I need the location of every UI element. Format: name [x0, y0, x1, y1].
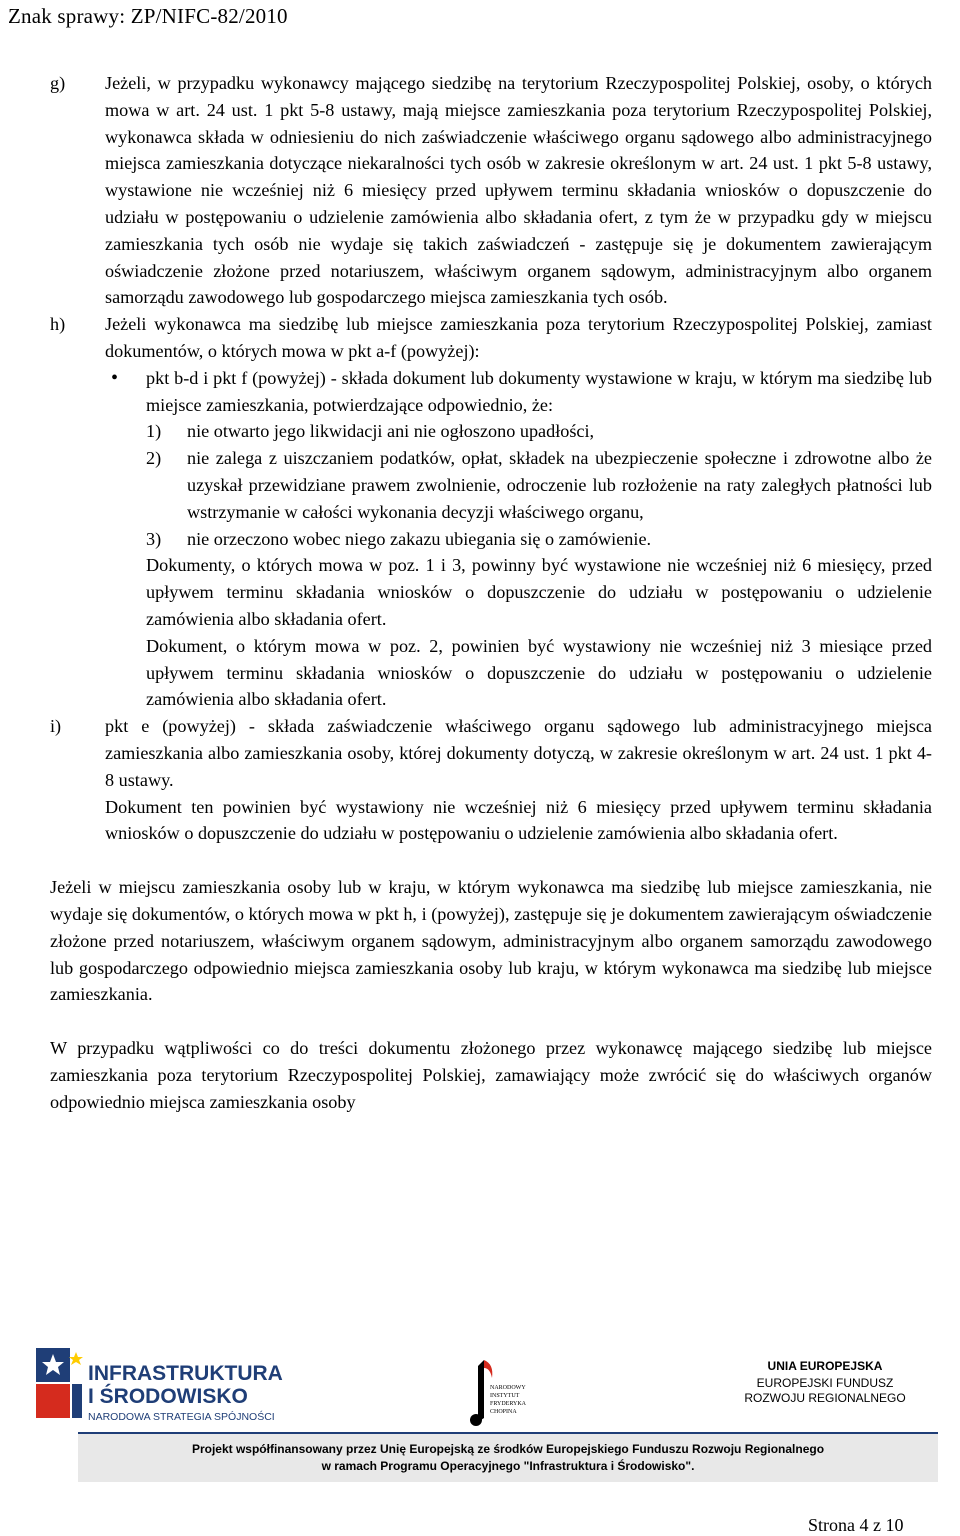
case-number-header: Znak sprawy: ZP/NIFC-82/2010 — [8, 4, 288, 28]
logo-bar-icon — [72, 1384, 82, 1418]
logo-line1: INFRASTRUKTURA — [88, 1362, 283, 1385]
bullet-icon: • — [111, 366, 119, 389]
document-body — [50, 70, 932, 1115]
funding-line: w ramach Programu Operacyjnego "Infrastruktura i Środowisko". — [321, 1459, 695, 1473]
logo-square-red-icon — [36, 1384, 70, 1418]
bullet-text: pkt b-d i pkt f (powyżej) - składa dokument lub dokumenty wystawione w kraju, w którym ma siedzibę lub miejsce zamieszkania, potwierdzające odpowiednio, że: — [146, 367, 932, 415]
logo-line2: I ŚRODOWISKO — [88, 1385, 248, 1408]
validity-note: Dokumenty, o których mowa w poz. 1 i 3, powinny być wystawione nie wcześniej niż 6 miesięcy, przed upływem terminu składania wniosków o dopuszczenie do udziału w postępowaniu o udzielenie zamówienia albo składania ofert. — [146, 555, 932, 629]
eu-line2: EUROPEJSKI FUNDUSZ — [756, 1376, 894, 1390]
funding-statement — [78, 1432, 938, 1482]
item-marker: g) — [50, 73, 66, 93]
nifc-line4: CHOPINA — [490, 1409, 517, 1415]
paragraph: Jeżeli w miejscu zamieszkania osoby lub w kraju, w którym wykonawca ma siedzibę lub miejsce zamieszkania, nie wydaje się dokumentów, o których mowa w pkt h, i (powyżej), zastępuje się je dokumentem zawierającym oświadczenie złożone przed notariuszem, właściwym organem sądowym, administracyjnym albo organem samorządu zawodowego lub gospodarczego odpowiednio miejsca zamieszkania osoby lub kraju, w którym wykonawca ma siedzibę lub miejsce zamieszkania. — [50, 877, 932, 1005]
numbered-text: nie orzeczono wobec niego zakazu ubiegania się o zamówienie. — [187, 528, 652, 549]
logo-line3: NARODOWA STRATEGIA SPÓJNOŚCI — [88, 1411, 275, 1423]
numbered-item — [146, 445, 932, 525]
item-marker: i) — [50, 716, 62, 737]
item-marker: h) — [50, 314, 66, 335]
numbered-marker: 3) — [146, 528, 162, 549]
page-number: Strona 4 z 10 — [808, 1515, 904, 1535]
infrastruktura-srodowisko-logo — [36, 1346, 336, 1426]
numbered-marker: 1) — [146, 421, 162, 442]
eu-line3: ROZWOJU REGIONALNEGO — [744, 1391, 906, 1405]
nifc-line1: NARODOWY — [490, 1385, 526, 1391]
numbered-marker: 2) — [146, 448, 162, 469]
validity-note: Dokument, o którym mowa w poz. 2, powinien być wystawiony nie wcześniej niż 3 miesiące przed upływem terminu składania wniosków o dopuszczenie do udziału w postępowaniu o udzielenie zamówienia albo składania ofert. — [146, 635, 932, 710]
nifc-note-icon — [478, 1360, 484, 1422]
nifc-line3: FRYDERYKA — [490, 1401, 527, 1407]
item-i — [50, 713, 932, 847]
bullet-item — [105, 365, 932, 713]
eu-line1: UNIA EUROPEJSKA — [767, 1359, 883, 1373]
item-text: pkt e (powyżej) - składa zaświadczenie właściwego organu sądowego lub administracyjnego miejsca zamieszkania albo zamieszkania osoby, której dokumenty dotyczą, w zakresie określonym w art. 24 ust. 1 pkt 4-8 ustawy. — [105, 716, 932, 790]
nifc-flag-icon — [484, 1360, 492, 1378]
validity-note: Dokument ten powinien być wystawiony nie wcześniej niż 6 miesięcy przed upływem terminu składania wniosków o dopuszczenie do udziału w postępowaniu o udzielenie zamówienia albo składania ofert. — [105, 796, 932, 844]
nifc-logo — [468, 1356, 558, 1428]
nifc-line2: INSTYTUT — [490, 1393, 520, 1399]
eu-erdf-logo — [725, 1356, 925, 1416]
item-h — [50, 311, 932, 713]
item-text: Jeżeli wykonawca ma siedzibę lub miejsce zamieszkania poza terytorium Rzeczypospolitej Polskiej, zamiast dokumentów, o których mowa w pkt a-f (powyżej): — [105, 314, 932, 361]
item-g — [50, 70, 932, 311]
logo-star-small-icon — [69, 1352, 83, 1365]
numbered-item — [146, 526, 932, 553]
funding-line: Projekt współfinansowany przez Unię Europejską ze środków Europejskiego Funduszu Rozwoju Regionalnego — [191, 1442, 825, 1456]
item-text: Jeżeli, w przypadku wykonawcy mającego siedzibę na terytorium Rzeczypospolitej Polskiej, osoby, o których mowa w art. 24 ust. 1 pkt 5-8 ustawy, mają miejsce zamieszkania poza terytorium Rzeczypospolitej Polskiej, wykonawca składa w odniesieniu do nich zaświadczenie właściwego organu sądowego albo administracyjnego miejsca zamieszkania dotyczące niekaralności tych osób w zakresie określonym w art. 24 ust. 1 pkt 5-8 ustawy, wystawione nie wcześniej niż 6 miesięcy przed upływem terminu składania wniosków o dopuszczenie do udziału w postępowaniu o udzielenie zamówienia albo składania ofert, z tym że w przypadku gdy w miejscu zamieszkania tych osób nie wydaje się takich zaświadczeń - zastępuje się je dokumentem zawierającym oświadczenie złożone przed notariuszem, właściwym organem sądowym, administracyjnym albo organem samorządu zawodowego lub gospodarczego miejsca zamieszkania tych osób. — [105, 73, 932, 308]
numbered-text: nie zalega z uiszczaniem podatków, opłat, składek na ubezpieczenie społeczne i zdrowotne albo że uzyskał przewidziane prawem zwolnienie, odroczenie lub rozłożenie na raty zaległych płatności lub wstrzymanie w całości wykonania decyzji właściwego organu, — [187, 448, 932, 522]
numbered-item — [146, 418, 932, 445]
numbered-text: nie otwarto jego likwidacji ani nie ogłoszono upadłości, — [187, 421, 595, 442]
paragraph: W przypadku wątpliwości co do treści dokumentu złożonego przez wykonawcę mającego siedzibę lub miejsce zamieszkania poza terytorium Rzeczypospolitej Polskiej, zamawiający może zwrócić się do właściwych organów odpowiednio miejsca zamieszkania osoby — [50, 1038, 932, 1112]
